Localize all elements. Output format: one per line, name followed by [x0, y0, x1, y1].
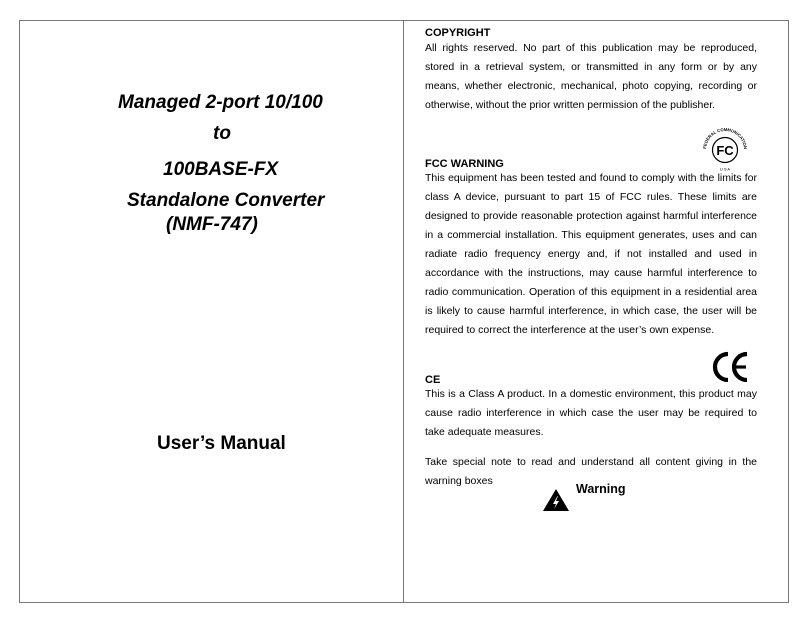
fcc-heading: FCC WARNING	[425, 158, 504, 170]
cover-title-line3: 100BASE-FX	[163, 159, 279, 180]
fcc-logo-icon	[700, 124, 750, 172]
copyright-body: All rights reserved. No part of this publication may be reproduced, stored in a retrieval system, or transmitted in any form or by any means, whether electronic, mechanical, photo copying, recording or otherwise, without the prior written permission of the publisher.	[425, 42, 757, 111]
fcc-logo-text: FC	[716, 143, 734, 158]
copyright-heading: COPYRIGHT	[425, 27, 491, 39]
fcc-logo-usa: U S A	[719, 166, 731, 172]
cover-title-line1: Managed 2-port 10/100	[118, 92, 323, 113]
warning-triangle-icon	[542, 488, 570, 512]
fcc-logo-ring-text: FEDERAL COMMUNICATION	[702, 126, 749, 150]
ce-mark-text: CE	[712, 350, 714, 351]
cover-title-line2: to	[213, 123, 231, 144]
ce-heading: CE	[425, 374, 441, 386]
page-divider	[403, 20, 404, 603]
cover-title-line4: Standalone Converter	[127, 190, 325, 211]
cover-manual-label: User’s Manual	[157, 433, 286, 454]
warning-label: Warning	[576, 482, 626, 496]
fcc-body: This equipment has been tested and found to comply with the limits for class A device, pursuant to part 15 of FCC rules. These limits are designed to provide reasonable protection against harmful interference in a commercial installation. This equipment generates, uses and can radiate radio frequency energy and, if not installed and used in accordance with the instructions, may cause harmful interference to radio communication. Operation of this equipment in a residential area is likely to cause harmful interference, in which case, the user will be required to correct the interference at the user’s own expense.	[425, 172, 757, 336]
warning-note-body: Take special note to read and understand all content giving in the warning boxes	[425, 456, 757, 487]
ce-body: This is a Class A product. In a domestic environment, this product may cause radio interference in which case the user may be required to take adequate measures.	[425, 388, 757, 438]
cover-model-number: (NMF-747)	[166, 214, 258, 235]
ce-mark-icon	[712, 350, 752, 384]
